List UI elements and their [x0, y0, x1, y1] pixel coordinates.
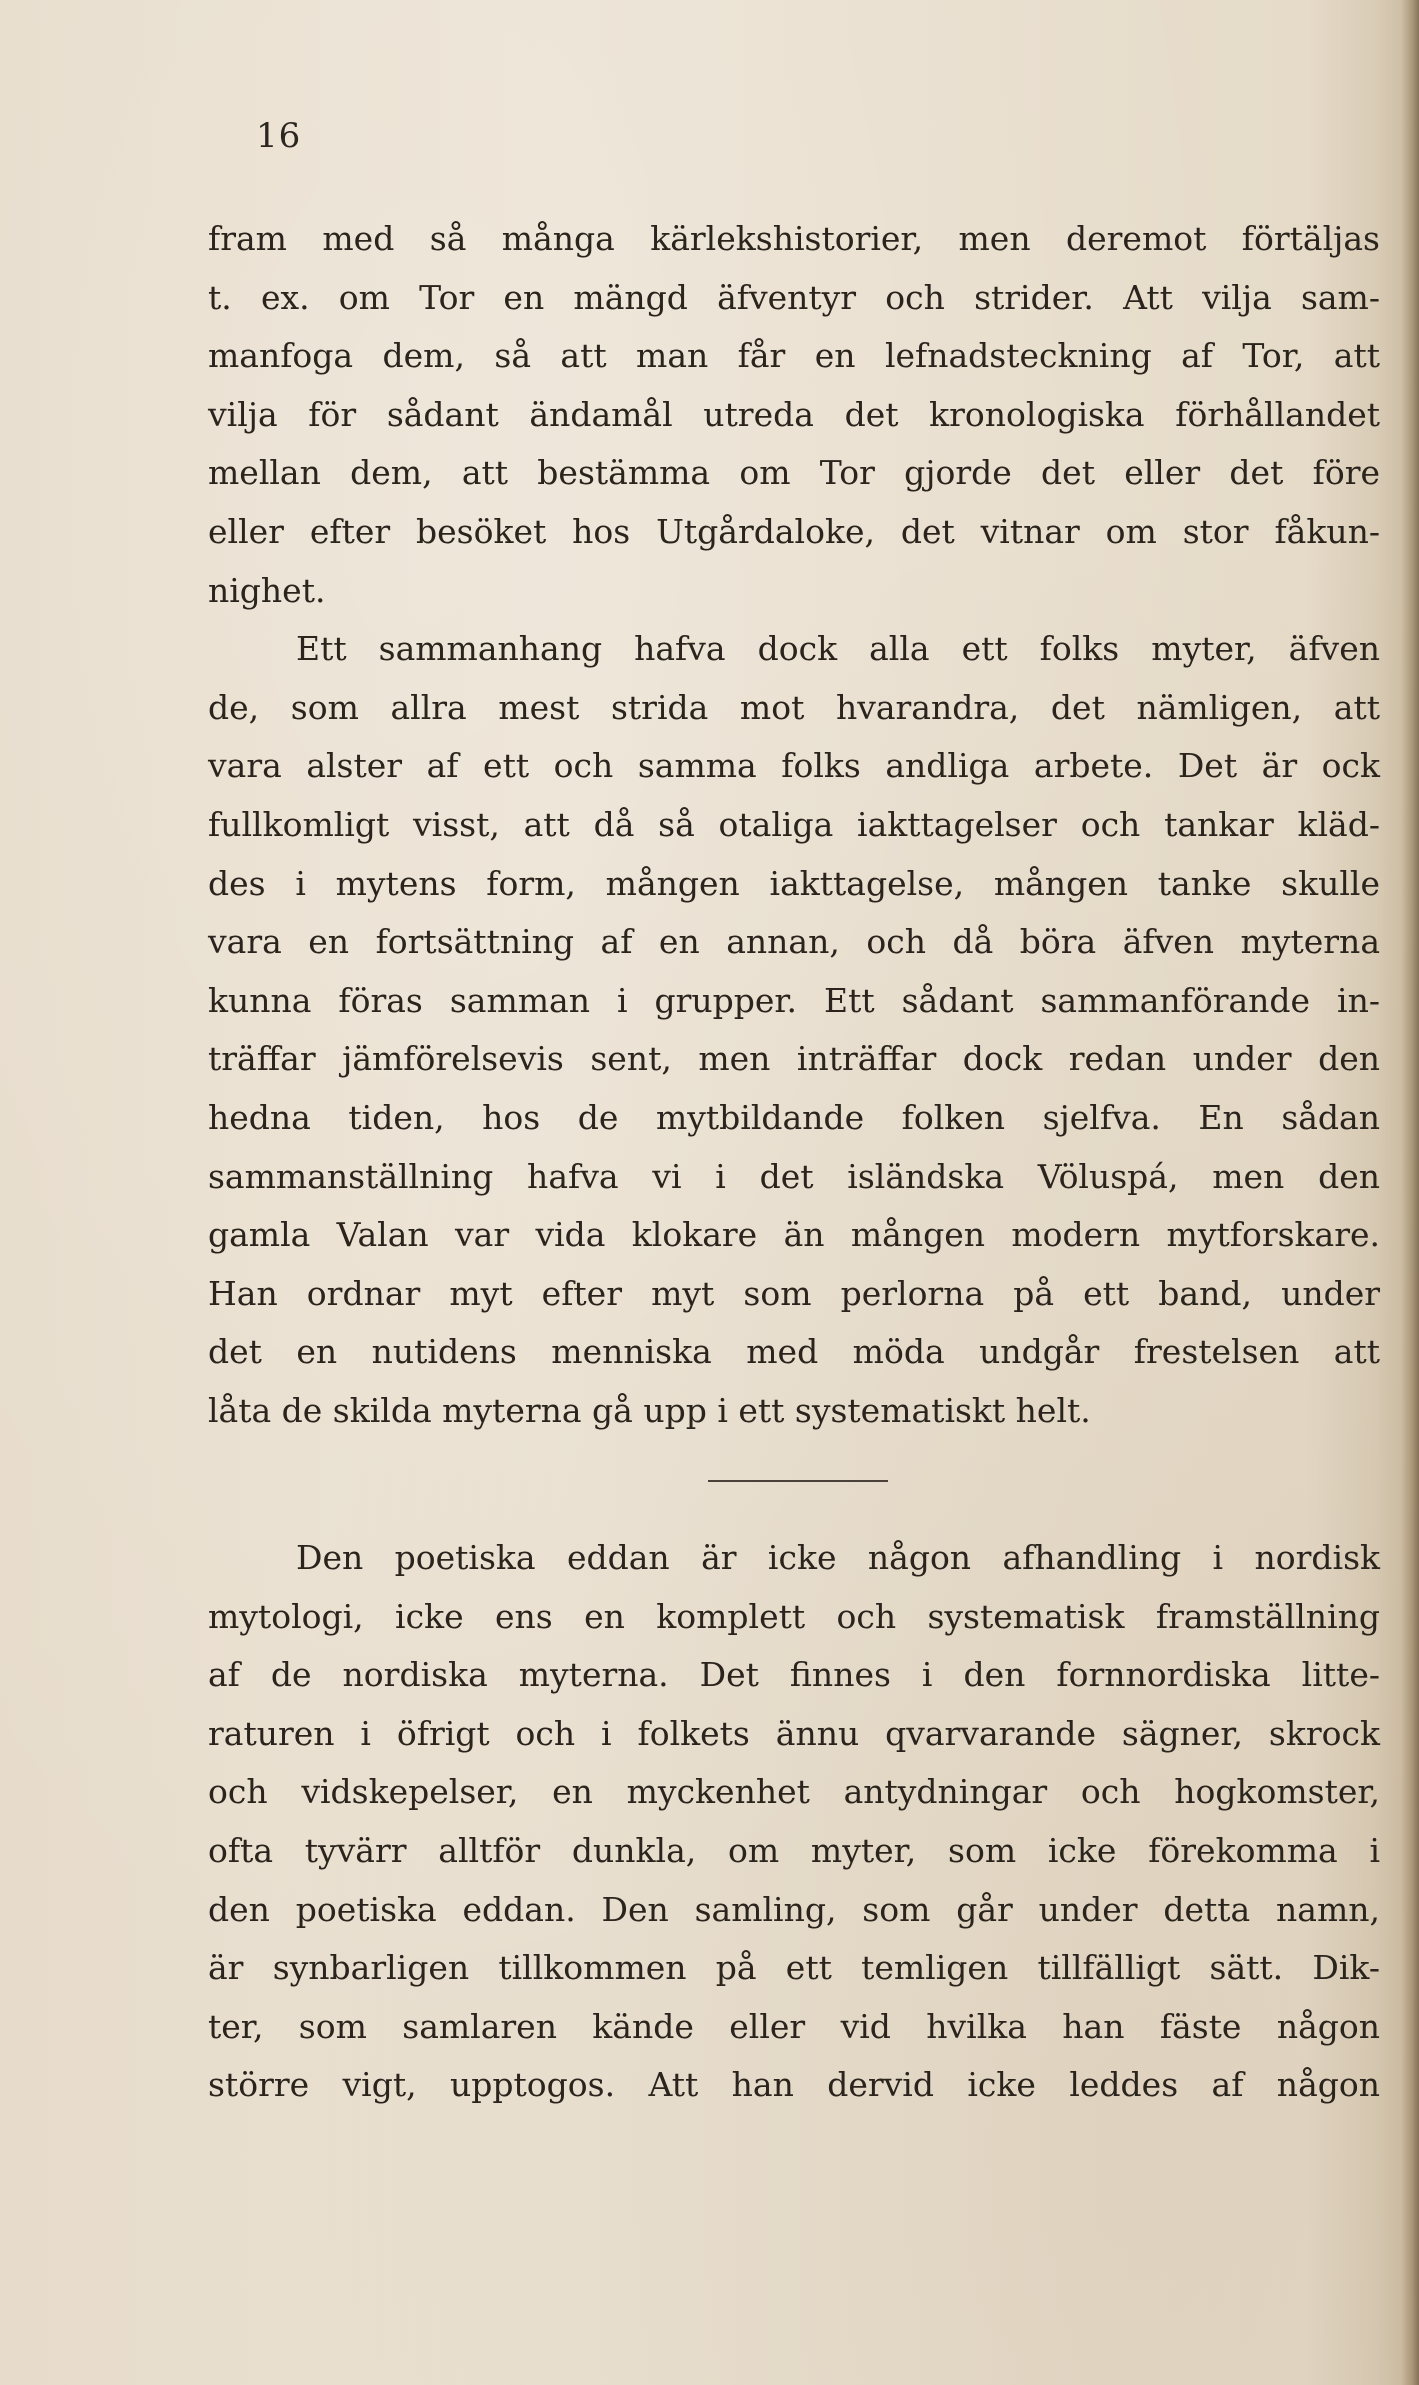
text-line: vara en fortsättning af en annan, och då böra äfven myterna	[208, 922, 1380, 962]
text-line: Ett sammanhang hafva dock alla ett folks myter, äfven	[296, 629, 1380, 669]
text-line: den poetiska eddan. Den samling, som går under detta namn,	[208, 1889, 1380, 1929]
text-line: är synbarligen tillkommen på ett temligen tillfälligt sätt. Dik-	[208, 1948, 1380, 1988]
text-line: de, som allra mest strida mot hvarandra, det nämligen, att	[208, 687, 1380, 727]
text-line: nighet.	[208, 570, 326, 610]
text-line: manfoga dem, så att man får en lefnadsteckning af Tor, att	[208, 336, 1380, 376]
text-section-1	[208, 210, 1380, 1440]
text-line: och vidskepelser, en myckenhet antydningar och hogkomster,	[208, 1772, 1380, 1812]
page-number: 16	[256, 116, 302, 156]
page-edge-shadow	[1401, 0, 1419, 2385]
text-line: vara alster af ett och samma folks andliga arbete. Det är ock	[208, 746, 1380, 786]
text-line: t. ex. om Tor en mängd äfventyr och strider. Att vilja sam-	[208, 277, 1380, 317]
text-line: gamla Valan var vida klokare än mången modern mytforskare.	[208, 1215, 1380, 1255]
text-line: raturen i öfrigt och i folkets ännu qvarvarande sägner, skrock	[208, 1713, 1380, 1753]
text-line: ter, som samlaren kände eller vid hvilka han fäste någon	[208, 2006, 1380, 2046]
text-line: större vigt, upptogos. Att han dervid icke leddes af någon	[208, 2065, 1380, 2105]
text-line: eller efter besöket hos Utgårdaloke, det vitnar om stor fåkun-	[208, 511, 1380, 551]
text-line: hedna tiden, hos de mytbildande folken sjelfva. En sådan	[208, 1097, 1380, 1137]
text-line: vilja för sådant ändamål utreda det kronologiska förhållandet	[208, 394, 1380, 434]
text-line: mytologi, icke ens en komplett och systematisk framställning	[208, 1596, 1380, 1636]
section-divider	[708, 1480, 888, 1482]
text-line: des i mytens form, mången iakttagelse, mången tanke skulle	[208, 863, 1380, 903]
text-section-2	[208, 1529, 1380, 2115]
text-line: sammanställning hafva vi i det isländska Völuspá, men den	[208, 1156, 1380, 1196]
text-line: ofta tyvärr alltför dunkla, om myter, som icke förekomma i	[208, 1830, 1380, 1870]
text-line: fram med så många kärlekshistorier, men deremot förtäljas	[208, 219, 1380, 258]
text-line: fullkomligt visst, att då så otaliga iakttagelser och tankar kläd-	[208, 804, 1380, 844]
text-line: Den poetiska eddan är icke någon afhandling i nordisk	[296, 1538, 1380, 1577]
text-line: träffar jämförelsevis sent, men inträffar dock redan under den	[208, 1039, 1380, 1079]
text-line: Han ordnar myt efter myt som perlorna på ett band, under	[208, 1273, 1380, 1313]
text-line: mellan dem, att bestämma om Tor gjorde det eller det före	[208, 453, 1380, 493]
text-line: kunna föras samman i grupper. Ett sådant sammanförande in-	[208, 980, 1380, 1020]
text-line: af de nordiska myterna. Det finnes i den fornnordiska litte-	[208, 1655, 1380, 1695]
text-line: det en nutidens menniska med möda undgår frestelsen att	[208, 1332, 1380, 1372]
text-line: låta de skilda myterna gå upp i ett systematiskt helt.	[208, 1390, 1091, 1430]
